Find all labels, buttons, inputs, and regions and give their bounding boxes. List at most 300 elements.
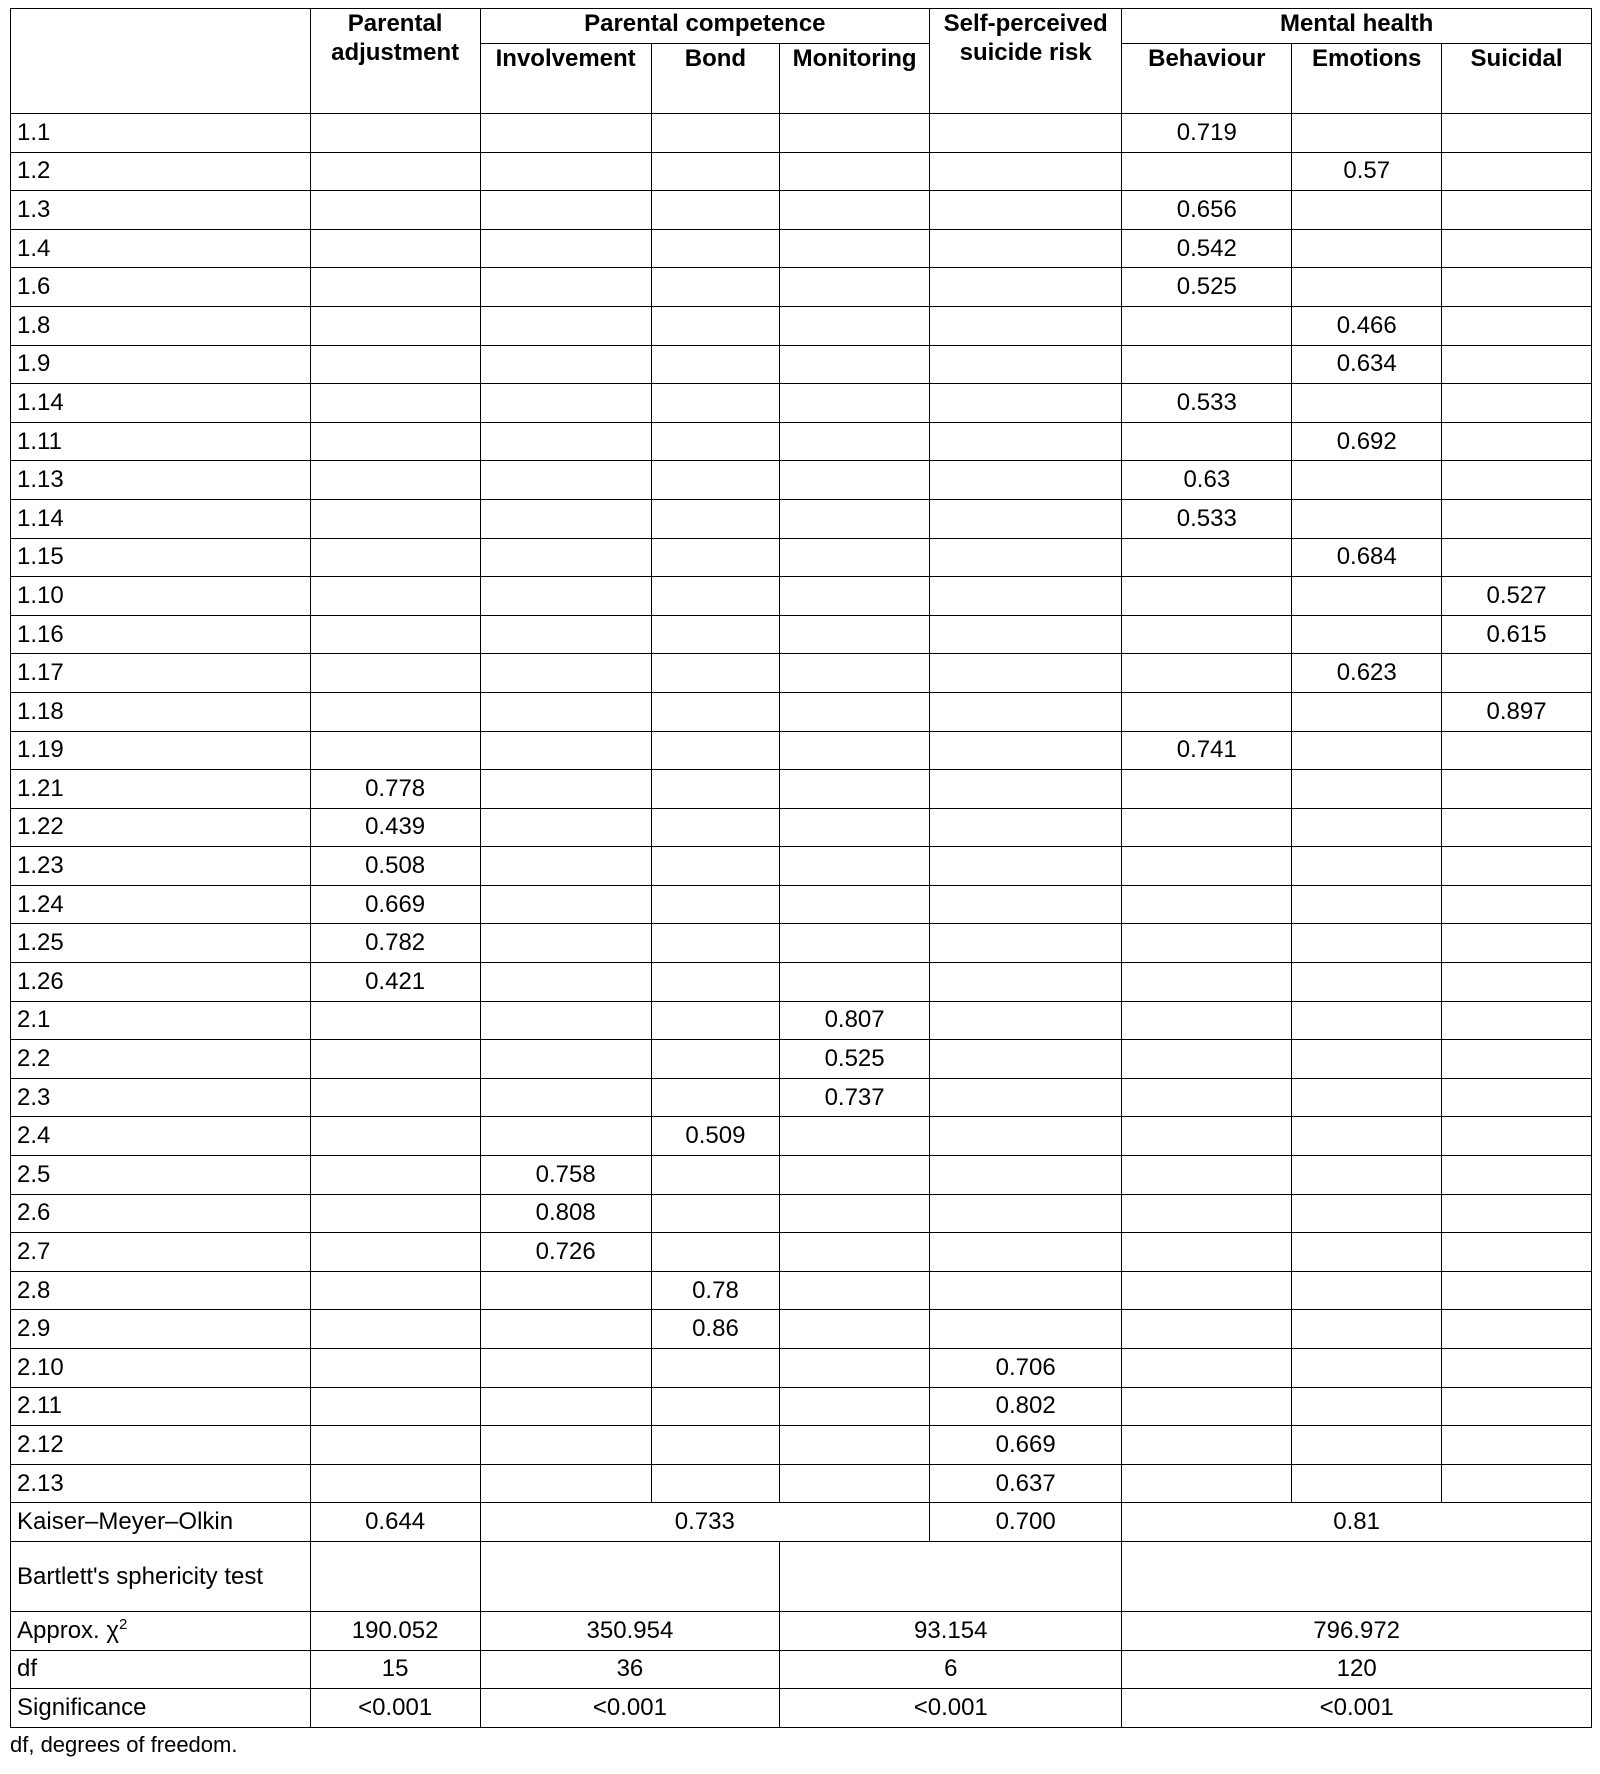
table-row <box>11 885 1592 924</box>
table-row <box>11 1387 1592 1426</box>
item-label: 1.2 <box>11 152 311 191</box>
loading-cell <box>651 499 780 538</box>
loading-cell <box>1122 1156 1292 1195</box>
header-emotions: Emotions <box>1292 44 1442 114</box>
loading-cell <box>310 461 480 500</box>
loading-cell <box>930 885 1122 924</box>
loading-cell <box>780 654 930 693</box>
item-label: 1.13 <box>11 461 311 500</box>
loading-cell <box>480 924 651 963</box>
item-label: 2.11 <box>11 1387 311 1426</box>
df-row <box>11 1650 1592 1689</box>
loading-cell <box>1122 1271 1292 1310</box>
loading-cell <box>780 1310 930 1349</box>
loading-cell <box>651 461 780 500</box>
loading-cell <box>1442 499 1592 538</box>
loading-cell <box>651 345 780 384</box>
loading-cell <box>780 1233 930 1272</box>
loading-cell <box>480 345 651 384</box>
loading-cell <box>930 538 1122 577</box>
loading-cell <box>480 1464 651 1503</box>
loading-cell <box>780 1426 930 1465</box>
loading-cell <box>1292 731 1442 770</box>
loading-cell <box>1122 654 1292 693</box>
loading-cell <box>930 1001 1122 1040</box>
loading-cell <box>310 1233 480 1272</box>
item-label: 1.18 <box>11 692 311 731</box>
chi-label-sup: 2 <box>118 1616 128 1634</box>
loading-cell <box>1442 885 1592 924</box>
loading-cell <box>1292 692 1442 731</box>
header-monitoring: Monitoring <box>780 44 930 114</box>
loading-cell <box>1292 847 1442 886</box>
loading-cell: 0.466 <box>1292 306 1442 345</box>
loading-cell <box>780 808 930 847</box>
loading-cell: 0.758 <box>480 1156 651 1195</box>
header-parental-adjustment: Parental adjustment <box>310 9 480 114</box>
item-label: 2.2 <box>11 1040 311 1079</box>
loading-cell: 0.802 <box>930 1387 1122 1426</box>
table-row <box>11 422 1592 461</box>
loading-cell <box>1442 808 1592 847</box>
loading-cell <box>1292 770 1442 809</box>
loading-cell <box>1292 1387 1442 1426</box>
loading-cell <box>780 731 930 770</box>
loading-cell <box>480 1040 651 1079</box>
item-label: 1.1 <box>11 114 311 153</box>
loading-cell <box>1292 1464 1442 1503</box>
loading-cell <box>930 1040 1122 1079</box>
loading-cell <box>1442 1117 1592 1156</box>
table-row <box>11 345 1592 384</box>
loading-cell <box>1292 114 1442 153</box>
item-label: 2.7 <box>11 1233 311 1272</box>
table-row <box>11 1117 1592 1156</box>
table-row <box>11 692 1592 731</box>
loading-cell <box>480 808 651 847</box>
header-bond: Bond <box>651 44 780 114</box>
loading-cell <box>480 1310 651 1349</box>
loading-cell <box>651 1078 780 1117</box>
item-label: 2.8 <box>11 1271 311 1310</box>
loading-cell <box>1122 808 1292 847</box>
loading-cell <box>480 770 651 809</box>
table-row <box>11 1001 1592 1040</box>
loading-cell <box>651 1426 780 1465</box>
loading-cell <box>1292 1233 1442 1272</box>
table-row <box>11 1194 1592 1233</box>
table-footnote: df, degrees of freedom. <box>10 1731 238 1757</box>
loading-cell <box>651 847 780 886</box>
loading-cell <box>480 654 651 693</box>
loading-cell <box>1292 924 1442 963</box>
table-row <box>11 152 1592 191</box>
loading-cell <box>1122 306 1292 345</box>
loading-cell <box>651 692 780 731</box>
loading-cell <box>1442 306 1592 345</box>
chi-row <box>11 1611 1592 1650</box>
loading-cell: 0.63 <box>1122 461 1292 500</box>
significance-row <box>11 1689 1592 1728</box>
loading-cell <box>930 808 1122 847</box>
table-row <box>11 499 1592 538</box>
loading-cell: 0.719 <box>1122 114 1292 153</box>
item-label: 2.5 <box>11 1156 311 1195</box>
loading-cell <box>651 114 780 153</box>
item-label: 1.6 <box>11 268 311 307</box>
loading-cell <box>930 152 1122 191</box>
loading-cell <box>1122 924 1292 963</box>
loading-cell <box>780 1156 930 1195</box>
item-label: 1.17 <box>11 654 311 693</box>
loading-cell: 0.656 <box>1122 191 1292 230</box>
table-row <box>11 1464 1592 1503</box>
loading-cell: 0.508 <box>310 847 480 886</box>
loading-cell <box>310 1117 480 1156</box>
loading-cell <box>780 461 930 500</box>
loading-cell <box>1442 1040 1592 1079</box>
table-row <box>11 1426 1592 1465</box>
loading-cell <box>1292 963 1442 1002</box>
loading-cell <box>1122 1349 1292 1388</box>
loading-cell <box>480 885 651 924</box>
loading-cell <box>1292 1349 1442 1388</box>
loading-cell <box>310 654 480 693</box>
loading-cell: 0.525 <box>1122 268 1292 307</box>
loading-cell <box>480 847 651 886</box>
loading-cell <box>1292 808 1442 847</box>
loading-cell <box>1442 1271 1592 1310</box>
loading-cell <box>651 268 780 307</box>
header-parental-competence: Parental competence <box>480 9 929 44</box>
loading-cell <box>480 1117 651 1156</box>
loading-cell <box>1442 345 1592 384</box>
loading-cell <box>310 1271 480 1310</box>
loading-cell <box>1442 1387 1592 1426</box>
loading-cell: 0.57 <box>1292 152 1442 191</box>
loading-cell <box>780 191 930 230</box>
loading-cell <box>930 345 1122 384</box>
item-label: 2.13 <box>11 1464 311 1503</box>
loading-cell: 0.525 <box>780 1040 930 1079</box>
table-row <box>11 229 1592 268</box>
header-suicidal: Suicidal <box>1442 44 1592 114</box>
loading-cell: 0.808 <box>480 1194 651 1233</box>
loading-cell <box>780 306 930 345</box>
loading-cell <box>1122 1078 1292 1117</box>
loading-cell <box>651 1233 780 1272</box>
loading-cell <box>1122 1464 1292 1503</box>
loading-cell <box>651 577 780 616</box>
loading-cell <box>480 731 651 770</box>
loading-cell <box>310 114 480 153</box>
loading-cell <box>310 1426 480 1465</box>
loading-cell <box>930 847 1122 886</box>
loading-cell <box>930 1271 1122 1310</box>
loading-cell <box>1122 538 1292 577</box>
loading-cell <box>780 422 930 461</box>
loading-cell <box>930 1078 1122 1117</box>
loading-cell <box>1292 229 1442 268</box>
loading-cell <box>1442 114 1592 153</box>
loading-cell <box>930 963 1122 1002</box>
loading-cell <box>1122 1310 1292 1349</box>
loading-cell <box>930 384 1122 423</box>
loading-cell <box>1442 1426 1592 1465</box>
loading-cell <box>1442 152 1592 191</box>
loading-cell <box>1442 1310 1592 1349</box>
loading-cell <box>780 577 930 616</box>
loading-cell <box>310 1194 480 1233</box>
loading-cell <box>1442 1233 1592 1272</box>
item-label: 1.19 <box>11 731 311 770</box>
loading-cell <box>310 1349 480 1388</box>
item-label: 2.10 <box>11 1349 311 1388</box>
loading-cell: 0.706 <box>930 1349 1122 1388</box>
loading-cell <box>1122 615 1292 654</box>
loading-cell: 0.637 <box>930 1464 1122 1503</box>
loading-cell <box>651 229 780 268</box>
loading-cell <box>651 191 780 230</box>
table-row <box>11 577 1592 616</box>
item-label: 1.16 <box>11 615 311 654</box>
loading-cell <box>1292 577 1442 616</box>
loading-cell <box>930 229 1122 268</box>
loading-cell: 0.533 <box>1122 499 1292 538</box>
bartlett-empty-1 <box>310 1541 480 1611</box>
loading-cell <box>310 1078 480 1117</box>
significance-value-2: <0.001 <box>480 1689 780 1728</box>
table-row <box>11 654 1592 693</box>
loading-cell <box>1122 770 1292 809</box>
item-label: 1.14 <box>11 384 311 423</box>
loading-cell <box>1292 1078 1442 1117</box>
significance-value-1: <0.001 <box>310 1689 480 1728</box>
loading-cell <box>480 538 651 577</box>
loading-cell <box>930 577 1122 616</box>
loading-cell <box>310 345 480 384</box>
loading-cell <box>1122 152 1292 191</box>
loading-cell <box>310 1156 480 1195</box>
table-row <box>11 306 1592 345</box>
loading-cell <box>780 1387 930 1426</box>
loading-cell: 0.897 <box>1442 692 1592 731</box>
header-row-1 <box>11 9 1592 44</box>
loading-cell <box>780 384 930 423</box>
loading-cell <box>1442 963 1592 1002</box>
loading-cell <box>930 1233 1122 1272</box>
bartlett-row <box>11 1541 1592 1611</box>
loading-cell: 0.726 <box>480 1233 651 1272</box>
loading-cell: 0.741 <box>1122 731 1292 770</box>
loading-cell <box>1442 847 1592 886</box>
bartlett-empty-4 <box>1122 1541 1592 1611</box>
chi-value-1: 190.052 <box>310 1611 480 1650</box>
loading-cell <box>780 770 930 809</box>
loading-cell <box>651 808 780 847</box>
item-label: 1.24 <box>11 885 311 924</box>
chi-value-4: 796.972 <box>1122 1611 1592 1650</box>
loading-cell <box>1442 191 1592 230</box>
loading-cell <box>1442 268 1592 307</box>
loading-cell <box>651 1387 780 1426</box>
loading-cell <box>780 114 930 153</box>
loading-cell: 0.615 <box>1442 615 1592 654</box>
loading-cell: 0.78 <box>651 1271 780 1310</box>
table-row <box>11 268 1592 307</box>
loading-cell <box>480 1387 651 1426</box>
loading-cell <box>480 615 651 654</box>
loading-cell <box>651 924 780 963</box>
table-summary <box>11 1503 1592 1727</box>
loading-cell <box>1292 268 1442 307</box>
bartlett-empty-3 <box>780 1541 1122 1611</box>
chi-value-3: 93.154 <box>780 1611 1122 1650</box>
loading-cell <box>310 384 480 423</box>
loading-cell: 0.533 <box>1122 384 1292 423</box>
loading-cell <box>480 499 651 538</box>
kmo-label: Kaiser–Meyer–Olkin <box>11 1503 311 1542</box>
loading-cell <box>1442 654 1592 693</box>
table-row <box>11 1271 1592 1310</box>
loading-cell: 0.634 <box>1292 345 1442 384</box>
table-row <box>11 1349 1592 1388</box>
kmo-self-perceived: 0.700 <box>930 1503 1122 1542</box>
item-label: 1.9 <box>11 345 311 384</box>
loading-cell <box>1292 384 1442 423</box>
loading-cell <box>780 1349 930 1388</box>
loading-cell <box>480 422 651 461</box>
table-row <box>11 1156 1592 1195</box>
loading-cell <box>1292 461 1442 500</box>
loading-cell <box>651 615 780 654</box>
loading-cell <box>930 191 1122 230</box>
loading-cell <box>1292 885 1442 924</box>
item-label: 1.14 <box>11 499 311 538</box>
table-row <box>11 924 1592 963</box>
df-value-4: 120 <box>1122 1650 1592 1689</box>
loading-cell <box>651 1349 780 1388</box>
loading-cell <box>651 963 780 1002</box>
item-label: 1.11 <box>11 422 311 461</box>
table-body <box>11 114 1592 1503</box>
loading-cell <box>930 770 1122 809</box>
loading-cell: 0.439 <box>310 808 480 847</box>
loading-cell: 0.421 <box>310 963 480 1002</box>
table-row <box>11 615 1592 654</box>
loading-cell <box>930 268 1122 307</box>
loading-cell <box>1442 1001 1592 1040</box>
loading-cell <box>480 692 651 731</box>
item-label: 1.3 <box>11 191 311 230</box>
item-label: 1.4 <box>11 229 311 268</box>
loading-cell <box>651 152 780 191</box>
loading-cell <box>480 306 651 345</box>
loading-cell <box>1442 229 1592 268</box>
kmo-row <box>11 1503 1592 1542</box>
loading-cell <box>930 1156 1122 1195</box>
item-label: 1.15 <box>11 538 311 577</box>
loading-cell <box>310 538 480 577</box>
header-involvement: Involvement <box>480 44 651 114</box>
loading-cell <box>310 499 480 538</box>
loading-cell <box>780 692 930 731</box>
loading-cell <box>310 1387 480 1426</box>
table-row <box>11 1233 1592 1272</box>
header-mental-health: Mental health <box>1122 9 1592 44</box>
loading-cell: 0.778 <box>310 770 480 809</box>
loading-cell <box>651 654 780 693</box>
item-label: 1.21 <box>11 770 311 809</box>
loading-cell <box>780 1271 930 1310</box>
kmo-mental-health: 0.81 <box>1122 1503 1592 1542</box>
loading-cell <box>480 1001 651 1040</box>
loading-cell <box>480 191 651 230</box>
loading-cell: 0.807 <box>780 1001 930 1040</box>
loading-cell <box>1122 1040 1292 1079</box>
loading-cell <box>1292 1426 1442 1465</box>
loading-cell <box>780 268 930 307</box>
loading-cell <box>930 114 1122 153</box>
loading-cell: 0.669 <box>310 885 480 924</box>
loading-cell <box>651 1001 780 1040</box>
item-label: 2.6 <box>11 1194 311 1233</box>
loading-cell <box>1122 1426 1292 1465</box>
loading-cell: 0.509 <box>651 1117 780 1156</box>
loading-cell <box>1292 1156 1442 1195</box>
bartlett-label: Bartlett's sphericity test <box>11 1541 311 1611</box>
loading-cell <box>930 1310 1122 1349</box>
item-label: 1.23 <box>11 847 311 886</box>
loading-cell <box>480 1349 651 1388</box>
loading-cell <box>480 114 651 153</box>
loading-cell <box>310 1464 480 1503</box>
loading-cell <box>930 1117 1122 1156</box>
loading-cell <box>651 770 780 809</box>
table-row <box>11 1040 1592 1079</box>
loading-cell <box>780 152 930 191</box>
loading-cell <box>930 654 1122 693</box>
loading-cell <box>1122 1194 1292 1233</box>
loading-cell <box>780 885 930 924</box>
loading-cell <box>480 1271 651 1310</box>
loading-cell <box>1442 384 1592 423</box>
item-label: 2.1 <box>11 1001 311 1040</box>
loading-cell <box>480 268 651 307</box>
chi-label-text: Approx. χ <box>17 1617 119 1645</box>
df-value-1: 15 <box>310 1650 480 1689</box>
loading-cell <box>480 461 651 500</box>
chi-value-2: 350.954 <box>480 1611 780 1650</box>
loading-cell <box>310 152 480 191</box>
table-row <box>11 770 1592 809</box>
significance-value-3: <0.001 <box>780 1689 1122 1728</box>
kmo-parental-adjustment: 0.644 <box>310 1503 480 1542</box>
loading-cell <box>1442 1156 1592 1195</box>
item-label: 2.4 <box>11 1117 311 1156</box>
loading-cell: 0.542 <box>1122 229 1292 268</box>
loading-cell <box>1122 692 1292 731</box>
bartlett-empty-2 <box>480 1541 780 1611</box>
item-label: 1.25 <box>11 924 311 963</box>
loadings-table-container <box>10 8 1592 1758</box>
loading-cell <box>310 268 480 307</box>
loading-cell <box>310 422 480 461</box>
loading-cell <box>780 1117 930 1156</box>
loading-cell <box>480 577 651 616</box>
loading-cell <box>780 229 930 268</box>
loading-cell <box>651 538 780 577</box>
